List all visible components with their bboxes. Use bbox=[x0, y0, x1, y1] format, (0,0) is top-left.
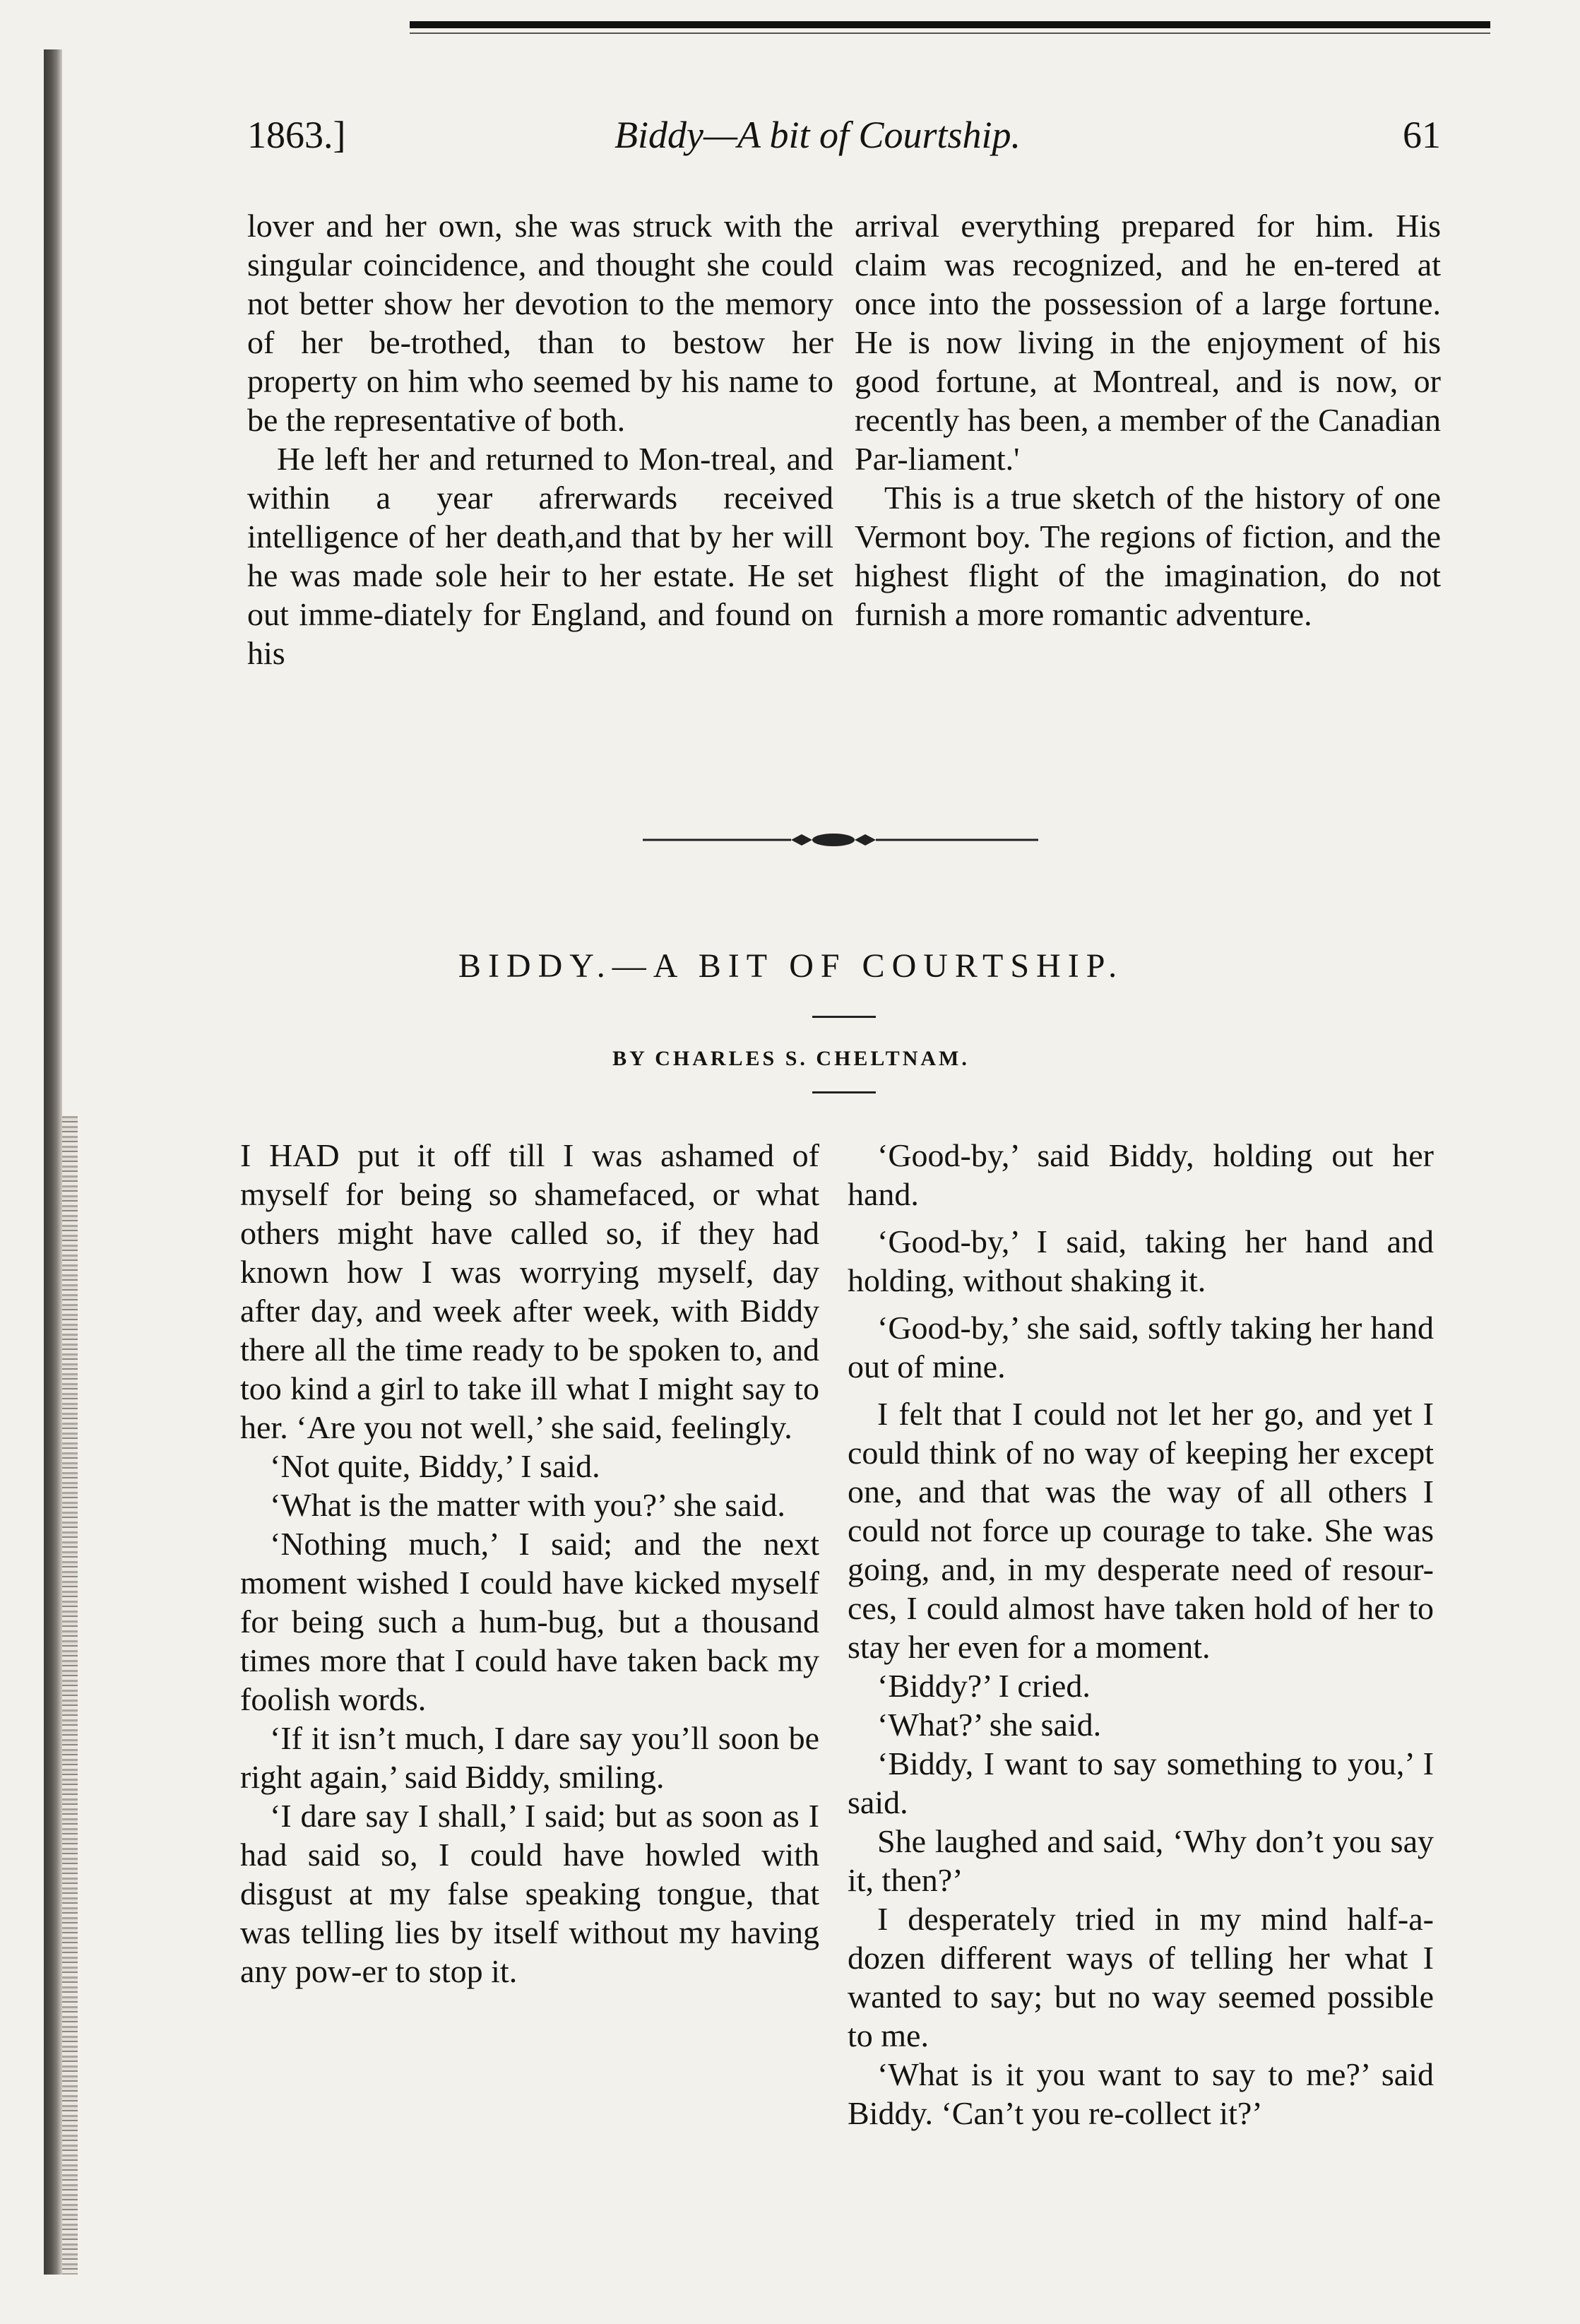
paragraph: She laughed and said, ‘Why don’t you say it, then?’ bbox=[848, 1823, 1434, 1898]
paragraph: ‘If it isn’t much, I dare say you’ll soon be right again,’ said Biddy, smiling. bbox=[240, 1720, 819, 1795]
paragraph: This is a true sketch of the history of one Vermont boy. The regions of fiction, and the highest flight of the imagination, do not furnish a more romantic adventure. bbox=[855, 480, 1441, 632]
article-title: BIDDY.—A BIT OF COURTSHIP. bbox=[458, 947, 1124, 985]
previous-article-right-column bbox=[855, 206, 1441, 634]
paragraph: arrival everything prepared for him. His claim was recognized, and he en-tered at once into the possession of a large fortune. He is now living in the enjoyment of his good fortune, at Montreal, and is now, or recently has been, a member of the Canadian Par-liament.' bbox=[855, 208, 1441, 477]
article-right-column bbox=[848, 1136, 1434, 2133]
running-head-year: 1863.] bbox=[247, 114, 346, 156]
paragraph bbox=[240, 1136, 819, 1447]
page-number: 61 bbox=[1403, 114, 1441, 156]
paragraph: ‘Good-by,’ she said, softly taking her hand out of mine. bbox=[848, 1310, 1434, 1385]
paragraph: ‘What is the matter with you?’ she said. bbox=[270, 1487, 785, 1523]
previous-article-left-column bbox=[247, 206, 833, 672]
top-rule bbox=[410, 21, 1490, 28]
top-rule-thin bbox=[410, 32, 1490, 34]
paragraph: ‘Good-by,’ I said, taking her hand and holding, without shaking it. bbox=[848, 1223, 1434, 1298]
running-head-title: Biddy—A bit of Courtship. bbox=[614, 114, 1021, 156]
article-byline: BY CHARLES S. CHELTNAM. bbox=[612, 1047, 970, 1070]
paragraph: I felt that I could not let her go, and yet I could think of no way of keeping her except one, and that was the way of all others I could not force up courage to take. She was going, and, in my desperate need of resour-ces, I could almost have taken hold of her to stay her even for a moment. bbox=[848, 1396, 1434, 1665]
opening-small-caps: I HAD bbox=[240, 1137, 340, 1173]
paragraph: ‘Nothing much,’ I said; and the next moment wished I could have kicked myself for being such a hum-bug, but a thousand times more that I could have taken back my foolish words. bbox=[240, 1526, 819, 1717]
paragraph: ‘Not quite, Biddy,’ I said. bbox=[270, 1448, 600, 1484]
paragraph: ‘I dare say I shall,’ I said; but as soon as I had said so, I could have howled with disgust at my false speaking tongue, that was telling lies by itself without my having any pow-er to stop it. bbox=[240, 1798, 819, 1989]
paragraph: ‘What is it you want to say to me?’ said Biddy. ‘Can’t you re-collect it?’ bbox=[848, 2056, 1434, 2131]
paragraph: ‘Biddy, I want to say something to you,’ I said. bbox=[848, 1745, 1434, 1820]
paragraph: I desperately tried in my mind half-a-dozen different ways of telling her what I wanted to say; but no way seemed possible to me. bbox=[848, 1901, 1434, 2053]
byline-rule bbox=[812, 1091, 876, 1093]
ornament-divider bbox=[643, 829, 1038, 850]
paragraph: ‘What?’ she said. bbox=[877, 1707, 1102, 1743]
title-rule bbox=[812, 1016, 876, 1018]
page-binding-edge bbox=[44, 49, 62, 2275]
running-head bbox=[247, 113, 1441, 170]
paragraph: ‘Good-by,’ said Biddy, holding out her hand. bbox=[848, 1137, 1434, 1212]
paragraph: ‘Biddy?’ I cried. bbox=[877, 1668, 1091, 1704]
paragraph-text: put it off till I was ashamed of myself for being so shamefaced, or what others might have called so, if they had known how I was worrying myself, day after day, and week after week, with Biddy there all the time ready to be spoken to, and too kind a girl to take ill what I might say to her. ‘Are you not well,’ she said, feelingly. bbox=[240, 1137, 819, 1445]
paragraph: lover and her own, she was struck with the singular coincidence, and thought she could not better show her devotion to the memory of her be-trothed, than to bestow her property on him who seemed by his name to be the representative of both. bbox=[247, 208, 833, 438]
article-left-column bbox=[240, 1136, 819, 1991]
paragraph: He left her and returned to Mon-treal, and within a year afrerwards received intelligence of her death,and that by her will he was made sole heir to her estate. He set out imme-diately for England, and found on his bbox=[247, 441, 833, 671]
page-binding-fray bbox=[62, 1116, 78, 2275]
